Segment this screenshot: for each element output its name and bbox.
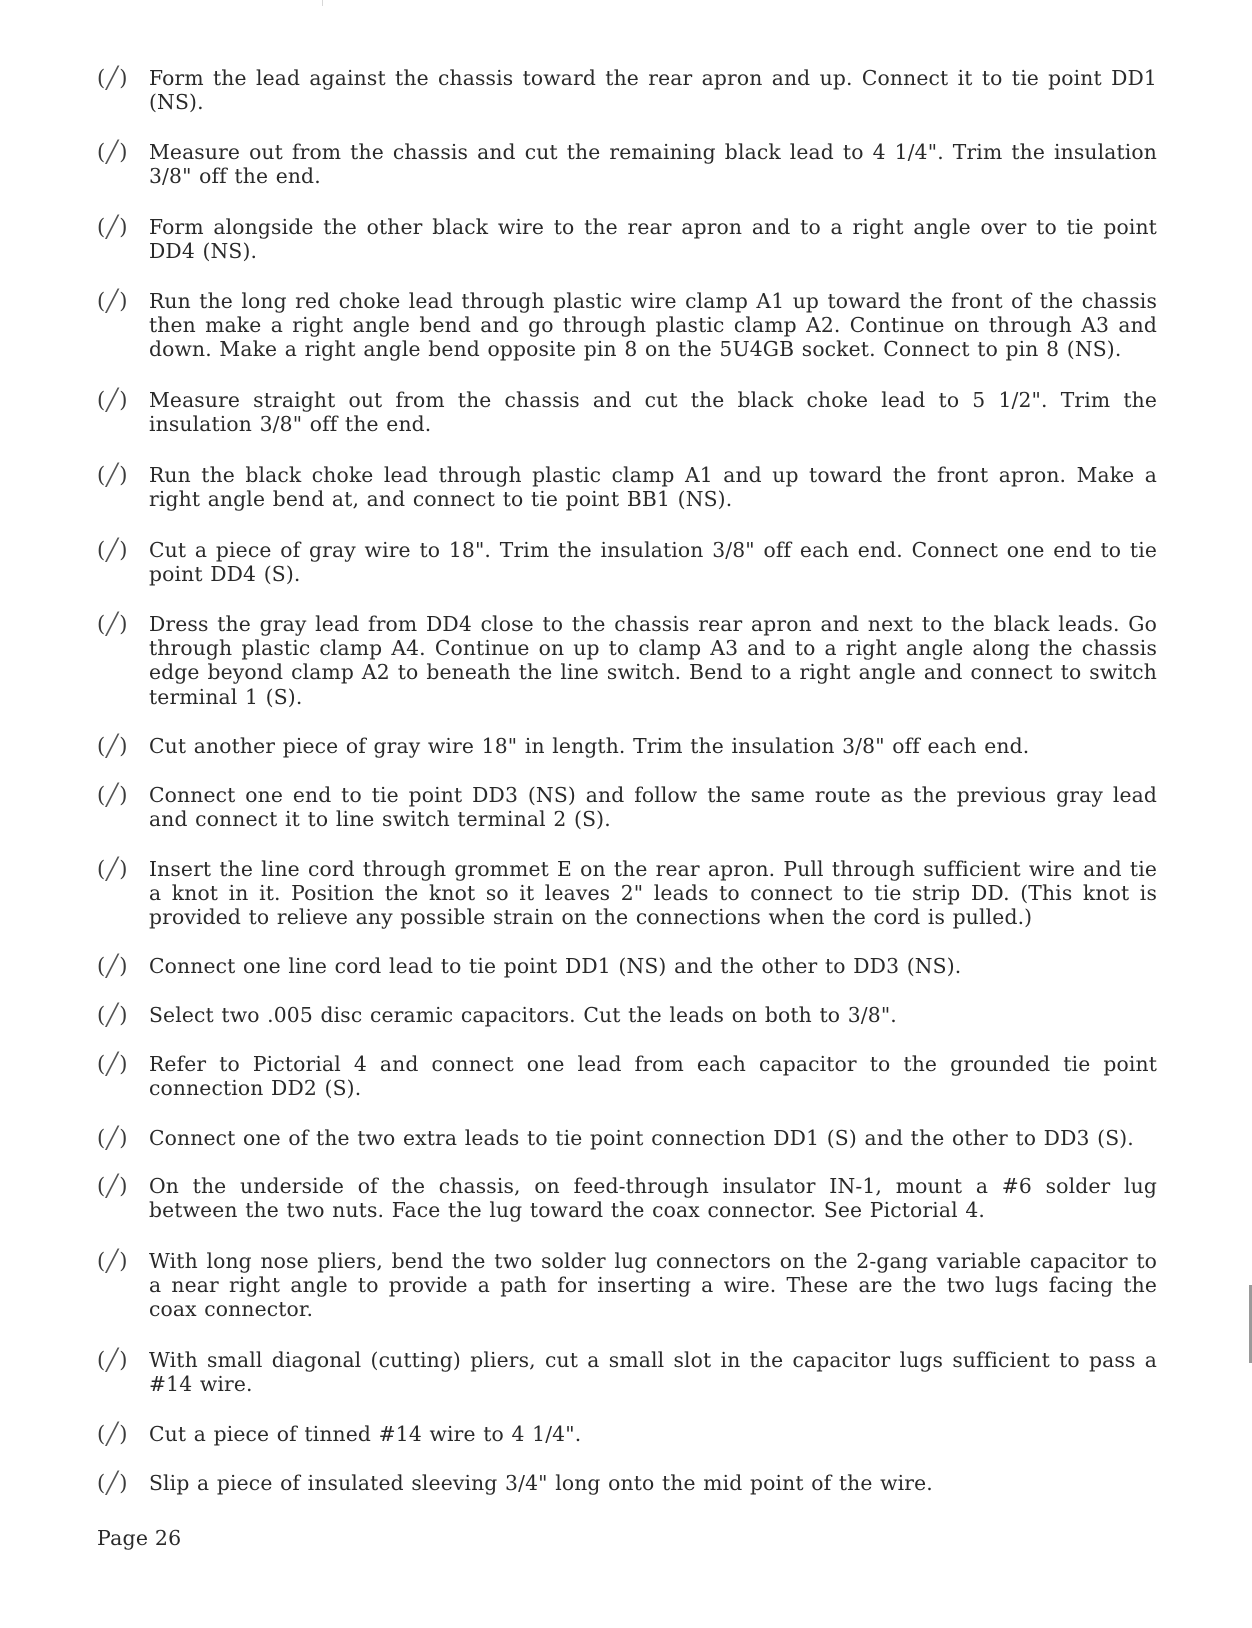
check-mark-icon: ╱ bbox=[105, 289, 119, 313]
check-mark-icon: ╱ bbox=[105, 1174, 119, 1198]
step-checkbox[interactable]: (╱) bbox=[97, 1422, 128, 1446]
step-text: Run the black choke lead through plastic clamp A1 and up toward the front apron. Make a right angle bend at, and connect to tie point BB1 (NS). bbox=[149, 463, 1157, 512]
check-mark-icon: ╱ bbox=[105, 783, 119, 807]
check-mark-icon: ╱ bbox=[105, 1249, 119, 1273]
step-text: Form the lead against the chassis toward the rear apron and up. Connect it to tie point DD1 (NS). bbox=[149, 66, 1157, 115]
check-mark-icon: ╱ bbox=[105, 1422, 119, 1446]
step-checkbox[interactable]: (╱) bbox=[97, 1249, 128, 1273]
check-mark-icon: ╱ bbox=[105, 1003, 119, 1027]
step-checkbox[interactable]: (╱) bbox=[97, 783, 128, 807]
assembly-step bbox=[97, 1422, 1157, 1446]
check-mark-icon: ╱ bbox=[105, 66, 119, 90]
step-checkbox[interactable]: (╱) bbox=[97, 1003, 128, 1027]
assembly-step bbox=[97, 66, 1157, 114]
step-checkbox[interactable]: (╱) bbox=[97, 954, 128, 978]
step-text: Refer to Pictorial 4 and connect one lead from each capacitor to the grounded tie point connection DD2 (S). bbox=[149, 1052, 1157, 1101]
step-text: Slip a piece of insulated sleeving 3/4" long onto the mid point of the wire. bbox=[149, 1471, 933, 1495]
assembly-step bbox=[97, 215, 1157, 263]
step-text: Select two .005 disc ceramic capacitors. Cut the leads on both to 3/8". bbox=[149, 1003, 897, 1027]
check-mark-icon: ╱ bbox=[105, 1348, 119, 1372]
step-text: With long nose pliers, bend the two solder lug connectors on the 2-gang variable capacitor to a near right angle to provide a path for inserting a wire. These are the two lugs facing the coax connector. bbox=[149, 1249, 1157, 1322]
assembly-step bbox=[97, 954, 1157, 978]
page-top-mark bbox=[322, 0, 323, 6]
assembly-step bbox=[97, 538, 1157, 586]
assembly-step bbox=[97, 463, 1157, 511]
check-mark-icon: ╱ bbox=[105, 388, 119, 412]
check-mark-icon: ╱ bbox=[105, 857, 119, 881]
check-mark-icon: ╱ bbox=[105, 1126, 119, 1150]
assembly-step bbox=[97, 1003, 1157, 1027]
step-text: With small diagonal (cutting) pliers, cut a small slot in the capacitor lugs sufficient to pass a #14 wire. bbox=[149, 1348, 1157, 1397]
step-text: Connect one of the two extra leads to tie point connection DD1 (S) and the other to DD3 (S). bbox=[149, 1126, 1134, 1150]
check-mark-icon: ╱ bbox=[105, 215, 119, 239]
step-text: Cut a piece of tinned #14 wire to 4 1/4". bbox=[149, 1422, 582, 1446]
check-mark-icon: ╱ bbox=[105, 612, 119, 636]
step-text: Dress the gray lead from DD4 close to the chassis rear apron and next to the black leads. Go through plastic clamp A4. Continue on up to clamp A3 and to a right angle along the chassis edge beyond clamp A2 to beneath the line switch. Bend to a right angle and connect to switch terminal 1 (S). bbox=[149, 612, 1157, 709]
step-checkbox[interactable]: (╱) bbox=[97, 215, 128, 239]
step-checkbox[interactable]: (╱) bbox=[97, 538, 128, 562]
step-text: Connect one line cord lead to tie point DD1 (NS) and the other to DD3 (NS). bbox=[149, 954, 962, 978]
assembly-step bbox=[97, 1348, 1157, 1396]
step-checkbox[interactable]: (╱) bbox=[97, 1174, 128, 1198]
check-mark-icon: ╱ bbox=[105, 954, 119, 978]
assembly-step bbox=[97, 388, 1157, 436]
step-checkbox[interactable]: (╱) bbox=[97, 1471, 128, 1495]
step-text: Cut a piece of gray wire to 18". Trim the insulation 3/8" off each end. Connect one end to tie point DD4 (S). bbox=[149, 538, 1157, 587]
step-checkbox[interactable]: (╱) bbox=[97, 1348, 128, 1372]
step-checkbox[interactable]: (╱) bbox=[97, 463, 128, 487]
assembly-step bbox=[97, 857, 1157, 930]
step-text: On the underside of the chassis, on feed-through insulator IN-1, mount a #6 solder lug between the two nuts. Face the lug toward the coax connector. See Pictorial 4. bbox=[149, 1174, 1157, 1223]
page-number: Page 26 bbox=[97, 1526, 182, 1550]
check-mark-icon: ╱ bbox=[105, 734, 119, 758]
step-text: Connect one end to tie point DD3 (NS) and follow the same route as the previous gray lead and connect it to line switch terminal 2 (S). bbox=[149, 783, 1157, 832]
step-checkbox[interactable]: (╱) bbox=[97, 857, 128, 881]
assembly-step bbox=[97, 289, 1157, 362]
assembly-step bbox=[97, 783, 1157, 831]
step-checkbox[interactable]: (╱) bbox=[97, 140, 128, 164]
assembly-step bbox=[97, 1052, 1157, 1100]
step-checkbox[interactable]: (╱) bbox=[97, 1126, 128, 1150]
assembly-step bbox=[97, 612, 1157, 709]
step-checkbox[interactable]: (╱) bbox=[97, 612, 128, 636]
step-text: Measure straight out from the chassis and cut the black choke lead to 5 1/2". Trim the insulation 3/8" off the end. bbox=[149, 388, 1157, 437]
assembly-step bbox=[97, 734, 1157, 758]
step-checkbox[interactable]: (╱) bbox=[97, 734, 128, 758]
step-text: Form alongside the other black wire to the rear apron and to a right angle over to tie point DD4 (NS). bbox=[149, 215, 1157, 264]
assembly-step bbox=[97, 1471, 1157, 1495]
step-checkbox[interactable]: (╱) bbox=[97, 66, 128, 90]
assembly-step bbox=[97, 1249, 1157, 1322]
check-mark-icon: ╱ bbox=[105, 1471, 119, 1495]
check-mark-icon: ╱ bbox=[105, 140, 119, 164]
step-text: Cut another piece of gray wire 18" in length. Trim the insulation 3/8" off each end. bbox=[149, 734, 1030, 758]
step-text: Measure out from the chassis and cut the remaining black lead to 4 1/4". Trim the insulation 3/8" off the end. bbox=[149, 140, 1157, 189]
step-text: Run the long red choke lead through plastic wire clamp A1 up toward the front of the chassis then make a right angle bend and go through plastic clamp A2. Continue on through A3 and down. Make a right angle bend opposite pin 8 on the 5U4GB socket. Connect to pin 8 (NS). bbox=[149, 289, 1157, 362]
assembly-step bbox=[97, 1126, 1157, 1150]
check-mark-icon: ╱ bbox=[105, 1052, 119, 1076]
check-mark-icon: ╱ bbox=[105, 463, 119, 487]
check-mark-icon: ╱ bbox=[105, 538, 119, 562]
assembly-step bbox=[97, 140, 1157, 188]
step-checkbox[interactable]: (╱) bbox=[97, 289, 128, 313]
step-checkbox[interactable]: (╱) bbox=[97, 1052, 128, 1076]
step-checkbox[interactable]: (╱) bbox=[97, 388, 128, 412]
step-text: Insert the line cord through grommet E on the rear apron. Pull through sufficient wire and tie a knot in it. Position the knot so it leaves 2" leads to connect to tie strip DD. (This knot is provided to relieve any possible strain on the connections when the cord is pulled.) bbox=[149, 857, 1157, 930]
assembly-step bbox=[97, 1174, 1157, 1222]
